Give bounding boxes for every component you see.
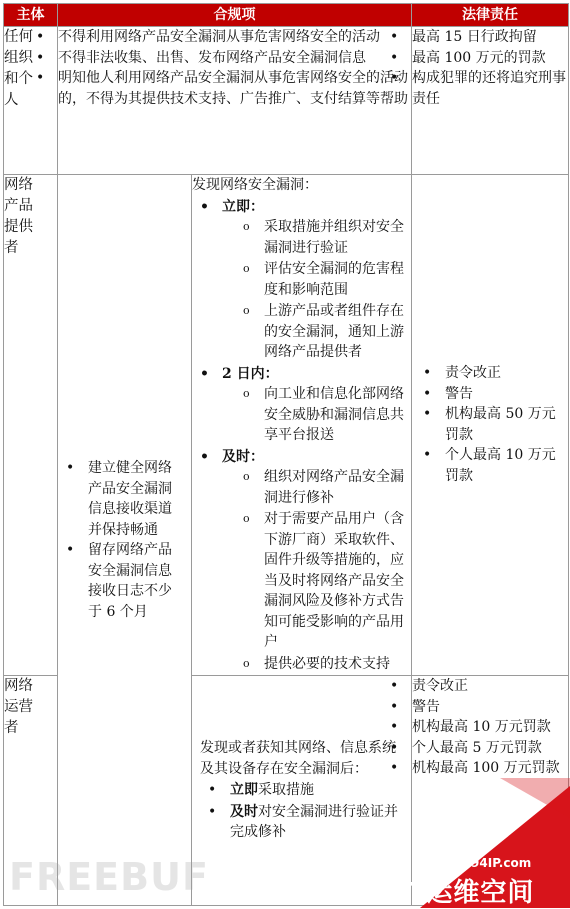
stage-timely: • 及时：	[192, 447, 411, 468]
stage-two-days: • 2 日内：	[192, 364, 411, 385]
list-item: • 明知他人利用网络产品安全漏洞从事危害网络安全的活动的，不得为其提供技术支持、广告推广、支付结算等帮助	[58, 68, 411, 109]
freebuf-watermark: FREEBUF	[9, 855, 209, 899]
subject-cell: 任何组织和个人	[4, 27, 58, 175]
procedure-cell	[192, 175, 412, 676]
list-item: o 对于需要产品用户（含下游厂商）采取软件、固件升级等措施的，应当及时将网络产品安全漏洞风险及修补方式告知可能受影响的产品用户	[192, 509, 411, 653]
list-item: • 警告	[445, 384, 562, 405]
list-item: o 组织对网络产品安全漏洞进行修补	[192, 467, 411, 508]
header-liability: 法律责任	[412, 4, 569, 27]
list-item: • 不得非法收集、出售、发布网络产品安全漏洞信息	[58, 48, 411, 69]
intro-text: 发现网络安全漏洞：	[192, 177, 318, 193]
list-item: • 机构最高 50 万元罚款	[445, 404, 562, 445]
brand-watermark: IT运维空间	[397, 878, 535, 908]
list-item: • 不得利用网络产品安全漏洞从事危害网络安全的活动	[58, 27, 411, 48]
list-item: • 机构最高 100 万元罚款	[412, 758, 568, 779]
list-item: • 个人最高 10 万元罚款	[445, 445, 562, 486]
list-item: • 警告	[412, 697, 568, 718]
liability-cell	[412, 175, 569, 676]
list-item: • 构成犯罪的还将追究刑事责任	[412, 68, 568, 109]
channel-cell	[58, 175, 192, 906]
list-item: o 采取措施并组织对安全漏洞进行验证	[192, 217, 411, 258]
row-any-organization	[4, 27, 569, 175]
header-row	[4, 4, 569, 27]
list-item: • 责令改正	[412, 676, 568, 697]
list-item: o 向工业和信息化部网络安全威胁和漏洞信息共享平台报送	[192, 384, 411, 446]
compliance-cell	[58, 27, 412, 175]
stage-immediate: • 立即：	[192, 197, 411, 218]
list-item: • 最高 15 日行政拘留	[412, 27, 568, 48]
regulation-table	[3, 3, 569, 906]
list-item: o 上游产品或者组件存在的安全漏洞，通知上游网络产品提供者	[192, 301, 411, 363]
operator-step: • 立即采取措施	[200, 780, 407, 801]
subject-cell: 网络产品提供者	[4, 175, 58, 676]
list-item: • 建立健全网络产品安全漏洞信息接收渠道并保持畅通	[88, 458, 185, 540]
operator-step: • 及时对安全漏洞进行验证并完成修补	[200, 802, 407, 843]
list-item: • 最高 100 万元的罚款	[412, 48, 568, 69]
list-item: • 责令改正	[445, 363, 562, 384]
list-item: o 评估安全漏洞的危害程度和影响范围	[192, 259, 411, 300]
list-item: o 提供必要的技术支持	[192, 654, 411, 675]
list-item: • 机构最高 10 万元罚款	[412, 717, 568, 738]
header-compliance: 合规项	[58, 4, 412, 27]
row-product-provider	[4, 175, 569, 676]
site-watermark: www.94IP.com	[434, 856, 532, 870]
liability-cell	[412, 27, 569, 175]
header-subject: 主体	[4, 4, 58, 27]
list-item: • 留存网络产品安全漏洞信息接收日志不少于 6 个月	[88, 540, 185, 622]
list-item: • 个人最高 5 万元罚款	[412, 738, 568, 759]
intro-text: 发现或者获知其网络、信息系统及其设备存在安全漏洞后：	[200, 740, 396, 777]
subject-cell: 网络运营者	[4, 676, 58, 906]
